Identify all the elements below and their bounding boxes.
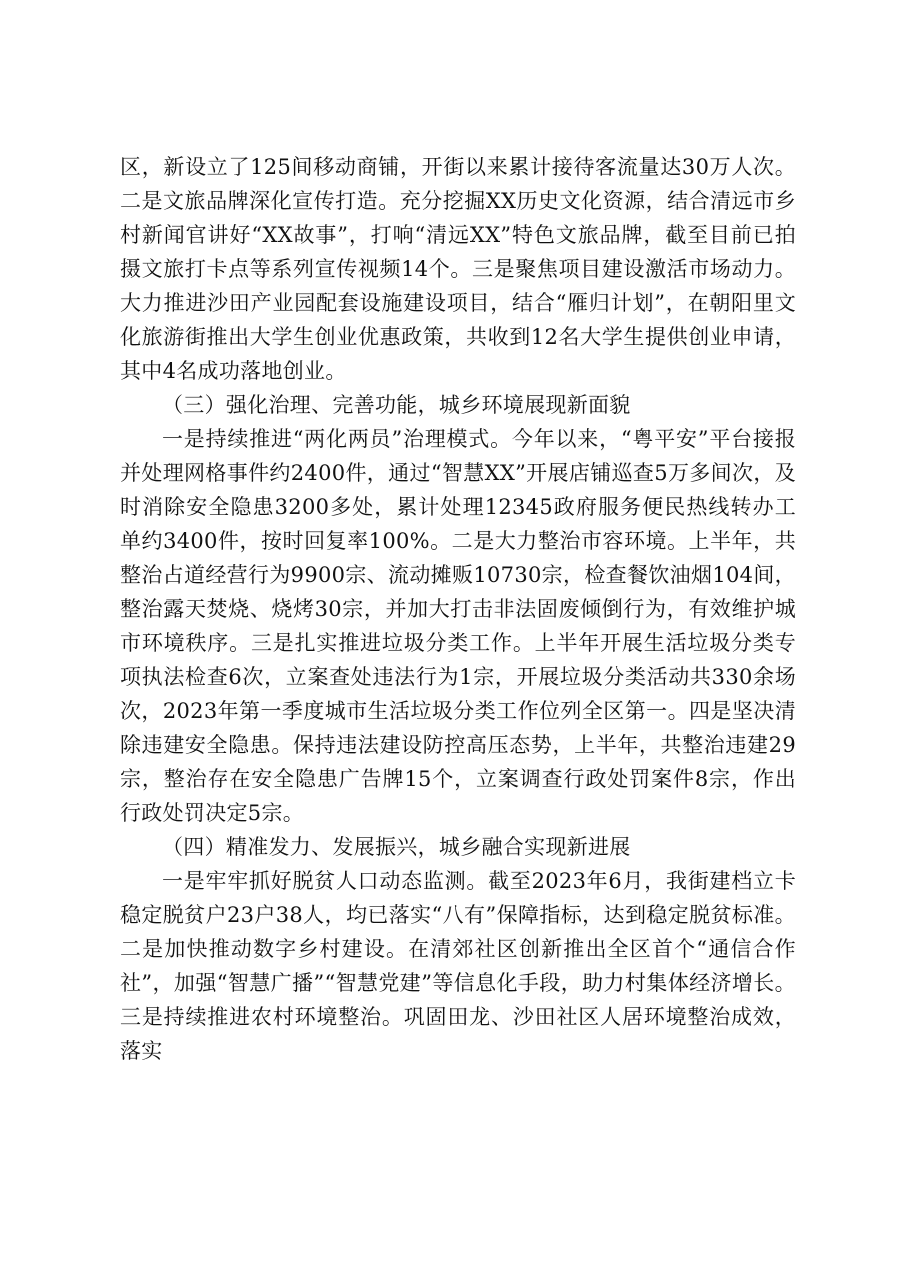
paragraph-rural-integration: 一是牢牢抓好脱贫人口动态监测。截至2023年6月，我街建档立卡稳定脱贫户23户38人，均已落实“八有”保障指标，达到稳定脱贫标准。二是加快推动数字乡村建设。在清郊社区创新推出全区首个“通信合作社”，加强“智慧广播”“智慧党建”等信息化手段，助力村集体经济增长。三是持续推进农村环境整治。巩固田龙、沙田社区人居环境整治成效，落实 [120, 869, 796, 1063]
paragraph-cultural-tourism-continued: 区，新设立了125间移动商铺，开街以来累计接待客流量达30万人次。二是文旅品牌深化宣传打造。充分挖掘XX历史文化资源，结合清远市乡村新闻官讲好“XX故事”，打响“清远XX”特色文旅品牌，截至目前已拍摄文旅打卡点等系列宣传视频14个。三是聚焦项目建设激活市场动力。大力推进沙田产业园配套设施建设项目，结合“雁归计划”，在朝阳里文化旅游街推出大学生创业优惠政策，共收到12名大学生提供创业申请，其中4名成功落地创业。 [120, 155, 796, 383]
paragraph-governance: 一是持续推进“两化两员”治理模式。今年以来，“粤平安”平台接报并处理网格事件约2400件，通过“智慧XX”开展店铺巡查5万多间次，及时消除安全隐患3200多处，累计处理12345政府服务便民热线转办工单约3400件，按时回复率100%。二是大力整治市容环境。上半年，共整治占道经营行为9900宗、流动摊贩10730宗，检查餐饮油烟104间，整治露天焚烧、烧烤30宗，并加大打击非法固废倾倒行为，有效维护城市环境秩序。三是扎实推进垃圾分类工作。上半年开展生活垃圾分类专项执法检查6次，立案查处违法行为1宗，开展垃圾分类活动共330余场次，2023年第一季度城市生活垃圾分类工作位列全区第一。四是坚决清除违建安全隐患。保持违法建设防控高压态势，上半年，共整治违建29宗，整治存在安全隐患广告牌15个，立案调查行政处罚案件8宗，作出行政处罚决定5宗。 [120, 427, 796, 825]
section-heading-rural-integration: （四）精准发力、发展振兴，城乡融合实现新进展 [162, 835, 631, 859]
document-page [120, 150, 796, 1068]
section-heading-governance: （三）强化治理、完善功能，城乡环境展现新面貌 [162, 393, 631, 417]
